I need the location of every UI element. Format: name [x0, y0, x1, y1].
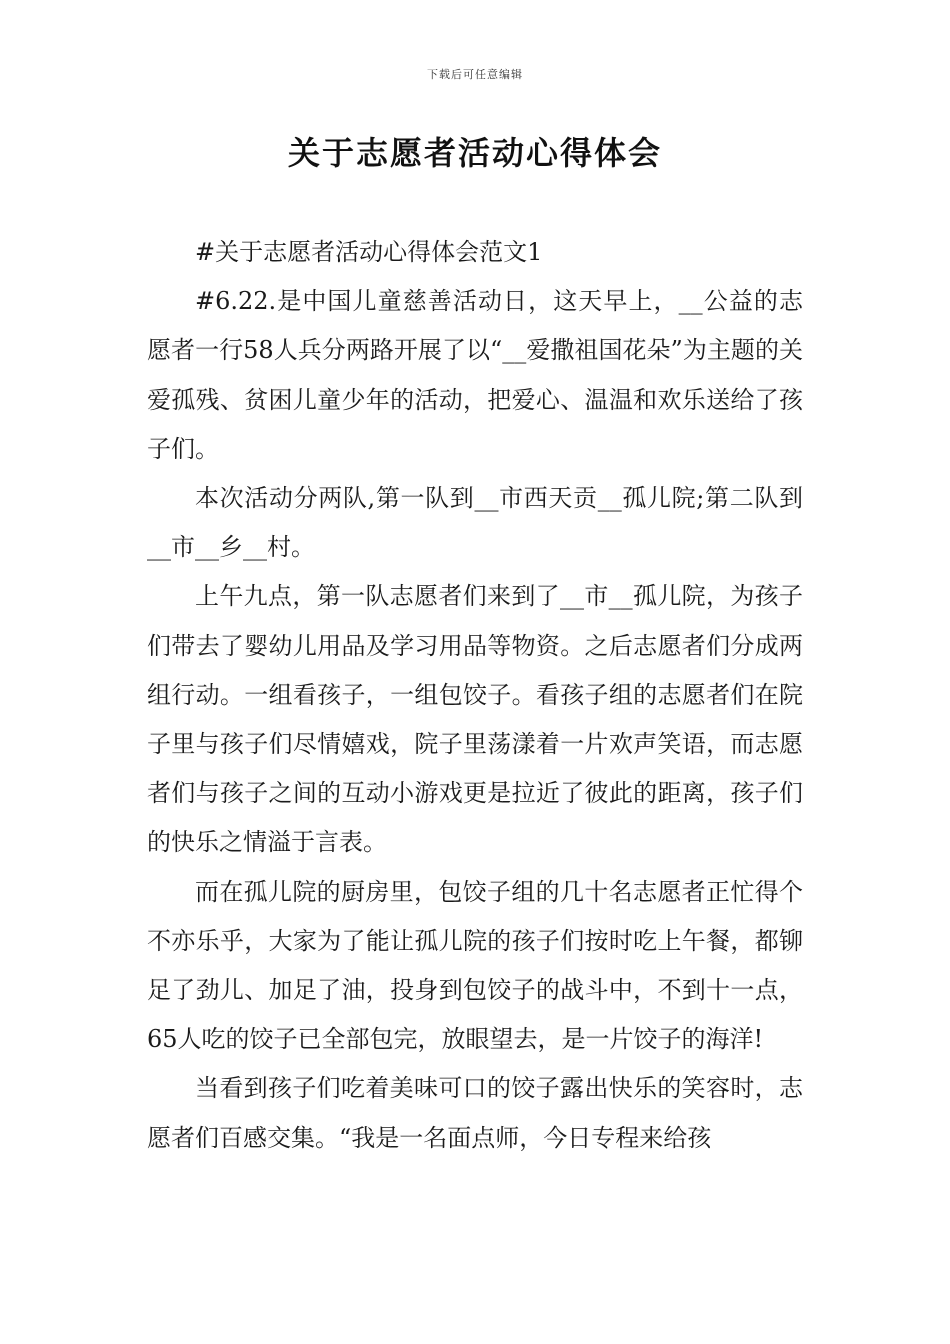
- document-title: 关于志愿者活动心得体会: [287, 134, 662, 172]
- paragraph: 而在孤儿院的厨房里，包饺子组的几十名志愿者正忙得个不亦乐乎，大家为了能让孤儿院的孩子们按时吃上午餐，都铆足了劲儿、加足了油，投身到包饺子的战斗中，不到十一点，65人吃的饺子已全部包完，放眼望去，是一片饺子的海洋!: [147, 877, 803, 1054]
- paragraph: 上午九点，第一队志愿者们来到了__市__孤儿院，为孩子们带去了婴幼儿用品及学习用品等物资。之后志愿者们分成两组行动。一组看孩子，一组包饺子。看孩子组的志愿者们在院子里与孩子们尽情嬉戏，院子里荡漾着一片欢声笑语，而志愿者们与孩子之间的互动小游戏更是拉近了彼此的距离，孩子们的快乐之情溢于言表。: [147, 582, 803, 857]
- document-body: [147, 228, 803, 1163]
- header-note: 下载后可任意编辑: [427, 68, 523, 81]
- paragraph-heading: #关于志愿者活动心得体会范文1: [195, 238, 543, 266]
- paragraph: #6.22.是中国儿童慈善活动日，这天早上，__公益的志愿者一行58人兵分两路开展了以“__爱撒祖国花朵”为主题的关爱孤残、贫困儿童少年的活动，把爱心、温温和欢乐送给了孩子们。: [147, 287, 803, 463]
- paragraph: 本次活动分两队,第一队到__市西天贡__孤儿院;第二队到__市__乡__村。: [147, 484, 803, 562]
- paragraph: 当看到孩子们吃着美味可口的饺子露出快乐的笑容时，志愿者们百感交集。“我是一名面点师，今日专程来给孩: [147, 1074, 803, 1152]
